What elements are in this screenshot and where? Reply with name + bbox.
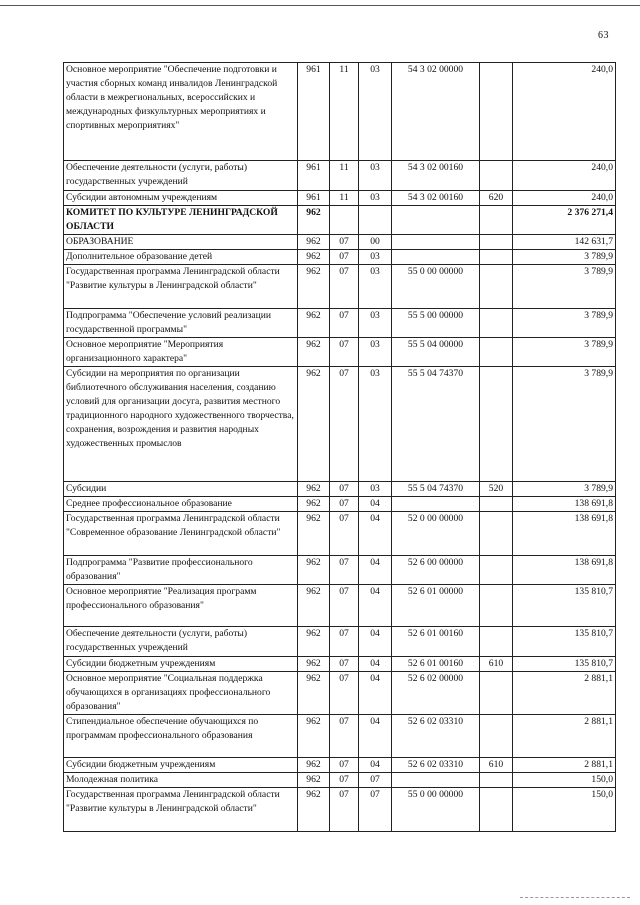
subsection-code-cell: 04 [359, 715, 392, 758]
table-row [64, 512, 616, 556]
ministry-code-cell: 962 [298, 758, 330, 773]
amount-cell: 150,0 [513, 788, 616, 832]
table-row [64, 191, 616, 206]
table-row [64, 482, 616, 497]
amount-cell: 142 631,7 [513, 235, 616, 250]
subsection-code-cell: 04 [359, 627, 392, 657]
table-row [64, 206, 616, 235]
scan-artifact-line [520, 897, 630, 898]
section-code-cell: 07 [330, 482, 359, 497]
amount-cell: 135 810,7 [513, 627, 616, 657]
amount-cell: 2 881,1 [513, 758, 616, 773]
row-name-cell: Субсидии бюджетным учреждениям [64, 758, 298, 773]
table-row [64, 657, 616, 672]
amount-cell: 135 810,7 [513, 585, 616, 627]
ministry-code-cell: 962 [298, 309, 330, 338]
expense-type-code-cell [480, 265, 513, 309]
amount-cell: 2 881,1 [513, 672, 616, 715]
table-row [64, 585, 616, 627]
section-code-cell: 07 [330, 556, 359, 585]
subsection-code-cell: 04 [359, 556, 392, 585]
row-name-cell: Субсидии бюджетным учреждениям [64, 657, 298, 672]
expense-type-code-cell [480, 672, 513, 715]
ministry-code-cell: 962 [298, 672, 330, 715]
subsection-code-cell: 03 [359, 191, 392, 206]
ministry-code-cell: 962 [298, 585, 330, 627]
section-code-cell: 11 [330, 63, 359, 161]
ministry-code-cell: 962 [298, 265, 330, 309]
subsection-code-cell: 07 [359, 788, 392, 832]
ministry-code-cell: 962 [298, 657, 330, 672]
target-article-code-cell: 55 5 04 00000 [392, 338, 480, 367]
table-row [64, 265, 616, 309]
section-code-cell: 07 [330, 512, 359, 556]
amount-cell: 3 789,9 [513, 367, 616, 482]
amount-cell: 2 881,1 [513, 715, 616, 758]
target-article-code-cell: 52 6 02 00000 [392, 672, 480, 715]
expense-type-code-cell [480, 367, 513, 482]
expense-type-code-cell [480, 585, 513, 627]
subsection-code-cell: 04 [359, 585, 392, 627]
row-name-cell: Молодежная политика [64, 773, 298, 788]
section-code-cell: 07 [330, 497, 359, 512]
table-row [64, 672, 616, 715]
row-name-cell: Дополнительное образование детей [64, 250, 298, 265]
ministry-code-cell: 962 [298, 206, 330, 235]
subsection-code-cell: 03 [359, 250, 392, 265]
table-row [64, 773, 616, 788]
row-name-cell: Субсидии автономным учреждениям [64, 191, 298, 206]
amount-cell: 138 691,8 [513, 497, 616, 512]
subsection-code-cell: 07 [359, 773, 392, 788]
ministry-code-cell: 962 [298, 367, 330, 482]
subsection-code-cell: 04 [359, 512, 392, 556]
amount-cell: 2 376 271,4 [513, 206, 616, 235]
page-number: 63 [598, 30, 609, 41]
ministry-code-cell: 962 [298, 497, 330, 512]
subsection-code-cell: 03 [359, 482, 392, 497]
subsection-code-cell [359, 206, 392, 235]
amount-cell: 150,0 [513, 773, 616, 788]
target-article-code-cell [392, 250, 480, 265]
subsection-code-cell: 04 [359, 672, 392, 715]
row-name-cell: Основное мероприятие "Реализация программ профессионального образования" [64, 585, 298, 627]
amount-cell: 3 789,9 [513, 250, 616, 265]
amount-cell: 240,0 [513, 63, 616, 161]
amount-cell: 240,0 [513, 191, 616, 206]
section-code-cell: 07 [330, 788, 359, 832]
expense-type-code-cell [480, 773, 513, 788]
section-code-cell: 07 [330, 758, 359, 773]
amount-cell: 135 810,7 [513, 657, 616, 672]
expense-type-code-cell [480, 250, 513, 265]
target-article-code-cell: 52 6 01 00160 [392, 627, 480, 657]
row-name-cell: Субсидии [64, 482, 298, 497]
subsection-code-cell: 04 [359, 497, 392, 512]
row-name-cell: КОМИТЕТ ПО КУЛЬТУРЕ ЛЕНИНГРАДСКОЙ ОБЛАСТИ [64, 206, 298, 235]
target-article-code-cell: 55 0 00 00000 [392, 788, 480, 832]
section-code-cell: 07 [330, 627, 359, 657]
budget-table [63, 62, 616, 832]
row-name-cell: Обеспечение деятельности (услуги, работы) государственных учреждений [64, 627, 298, 657]
table-row [64, 627, 616, 657]
target-article-code-cell: 55 5 04 74370 [392, 482, 480, 497]
table-row [64, 250, 616, 265]
target-article-code-cell: 54 3 02 00160 [392, 191, 480, 206]
subsection-code-cell: 03 [359, 367, 392, 482]
row-name-cell: Субсидии на мероприятия по организации библиотечного обслуживания населения, созданию условий для организации досуга, развития местного традиционного народного художественного творчества, сохранения, возрождения и развития народных художественных промыслов [64, 367, 298, 482]
table-row [64, 63, 616, 161]
section-code-cell: 11 [330, 161, 359, 191]
ministry-code-cell: 962 [298, 788, 330, 832]
amount-cell: 240,0 [513, 161, 616, 191]
row-name-cell: Подпрограмма "Развитие профессионального образования" [64, 556, 298, 585]
table-row [64, 715, 616, 758]
subsection-code-cell: 03 [359, 63, 392, 161]
table-row [64, 556, 616, 585]
expense-type-code-cell [480, 338, 513, 367]
row-name-cell: Основное мероприятие "Мероприятия организационного характера" [64, 338, 298, 367]
section-code-cell: 07 [330, 657, 359, 672]
amount-cell: 138 691,8 [513, 556, 616, 585]
section-code-cell: 07 [330, 235, 359, 250]
target-article-code-cell: 54 3 02 00160 [392, 161, 480, 191]
ministry-code-cell: 962 [298, 512, 330, 556]
ministry-code-cell: 962 [298, 250, 330, 265]
subsection-code-cell: 03 [359, 161, 392, 191]
expense-type-code-cell: 520 [480, 482, 513, 497]
target-article-code-cell: 52 6 02 03310 [392, 715, 480, 758]
expense-type-code-cell [480, 788, 513, 832]
expense-type-code-cell [480, 556, 513, 585]
target-article-code-cell: 55 5 04 74370 [392, 367, 480, 482]
expense-type-code-cell [480, 627, 513, 657]
section-code-cell [330, 206, 359, 235]
target-article-code-cell: 55 5 00 00000 [392, 309, 480, 338]
section-code-cell: 07 [330, 773, 359, 788]
amount-cell: 3 789,9 [513, 265, 616, 309]
target-article-code-cell [392, 206, 480, 235]
ministry-code-cell: 962 [298, 773, 330, 788]
ministry-code-cell: 961 [298, 191, 330, 206]
ministry-code-cell: 962 [298, 627, 330, 657]
target-article-code-cell: 54 3 02 00000 [392, 63, 480, 161]
target-article-code-cell: 52 6 01 00000 [392, 585, 480, 627]
table-body [64, 63, 616, 832]
expense-type-code-cell: 610 [480, 657, 513, 672]
section-code-cell: 07 [330, 250, 359, 265]
row-name-cell: Основное мероприятие "Обеспечение подготовки и участия сборных команд инвалидов Ленинградской области в межрегиональных, всероссийских и международных физкультурных мероприятиях и спортивных мероприятиях" [64, 63, 298, 161]
row-name-cell: Государственная программа Ленинградской области "Современное образование Ленинградской области" [64, 512, 298, 556]
expense-type-code-cell [480, 161, 513, 191]
ministry-code-cell: 962 [298, 235, 330, 250]
target-article-code-cell: 52 0 00 00000 [392, 512, 480, 556]
row-name-cell: Среднее профессиональное образование [64, 497, 298, 512]
target-article-code-cell: 52 6 01 00160 [392, 657, 480, 672]
ministry-code-cell: 961 [298, 63, 330, 161]
target-article-code-cell [392, 497, 480, 512]
ministry-code-cell: 962 [298, 715, 330, 758]
table-row [64, 338, 616, 367]
subsection-code-cell: 04 [359, 657, 392, 672]
expense-type-code-cell [480, 206, 513, 235]
section-code-cell: 07 [330, 367, 359, 482]
section-code-cell: 07 [330, 338, 359, 367]
expense-type-code-cell [480, 497, 513, 512]
section-code-cell: 07 [330, 585, 359, 627]
row-name-cell: Основное мероприятие "Социальная поддержка обучающихся в организациях профессионального образования" [64, 672, 298, 715]
expense-type-code-cell: 620 [480, 191, 513, 206]
row-name-cell: ОБРАЗОВАНИЕ [64, 235, 298, 250]
expense-type-code-cell [480, 63, 513, 161]
amount-cell: 3 789,9 [513, 309, 616, 338]
target-article-code-cell [392, 235, 480, 250]
ministry-code-cell: 962 [298, 482, 330, 497]
amount-cell: 3 789,9 [513, 338, 616, 367]
row-name-cell: Стипендиальное обеспечение обучающихся по программам профессионального образования [64, 715, 298, 758]
table-row [64, 235, 616, 250]
top-rule [0, 5, 640, 6]
row-name-cell: Государственная программа Ленинградской области "Развитие культуры в Ленинградской области" [64, 788, 298, 832]
table-row [64, 497, 616, 512]
subsection-code-cell: 04 [359, 758, 392, 773]
section-code-cell: 07 [330, 265, 359, 309]
target-article-code-cell: 52 6 00 00000 [392, 556, 480, 585]
subsection-code-cell: 03 [359, 309, 392, 338]
target-article-code-cell: 55 0 00 00000 [392, 265, 480, 309]
table-row [64, 788, 616, 832]
ministry-code-cell: 962 [298, 556, 330, 585]
expense-type-code-cell: 610 [480, 758, 513, 773]
section-code-cell: 11 [330, 191, 359, 206]
target-article-code-cell: 52 6 02 03310 [392, 758, 480, 773]
section-code-cell: 07 [330, 715, 359, 758]
table-row [64, 367, 616, 482]
expense-type-code-cell [480, 512, 513, 556]
row-name-cell: Подпрограмма "Обеспечение условий реализации государственной программы" [64, 309, 298, 338]
table-row [64, 758, 616, 773]
ministry-code-cell: 962 [298, 338, 330, 367]
subsection-code-cell: 00 [359, 235, 392, 250]
subsection-code-cell: 03 [359, 265, 392, 309]
amount-cell: 138 691,8 [513, 512, 616, 556]
amount-cell: 3 789,9 [513, 482, 616, 497]
row-name-cell: Обеспечение деятельности (услуги, работы) государственных учреждений [64, 161, 298, 191]
expense-type-code-cell [480, 309, 513, 338]
ministry-code-cell: 961 [298, 161, 330, 191]
expense-type-code-cell [480, 715, 513, 758]
target-article-code-cell [392, 773, 480, 788]
subsection-code-cell: 03 [359, 338, 392, 367]
expense-type-code-cell [480, 235, 513, 250]
table-row [64, 309, 616, 338]
row-name-cell: Государственная программа Ленинградской области "Развитие культуры в Ленинградской области" [64, 265, 298, 309]
section-code-cell: 07 [330, 309, 359, 338]
section-code-cell: 07 [330, 672, 359, 715]
table-row [64, 161, 616, 191]
